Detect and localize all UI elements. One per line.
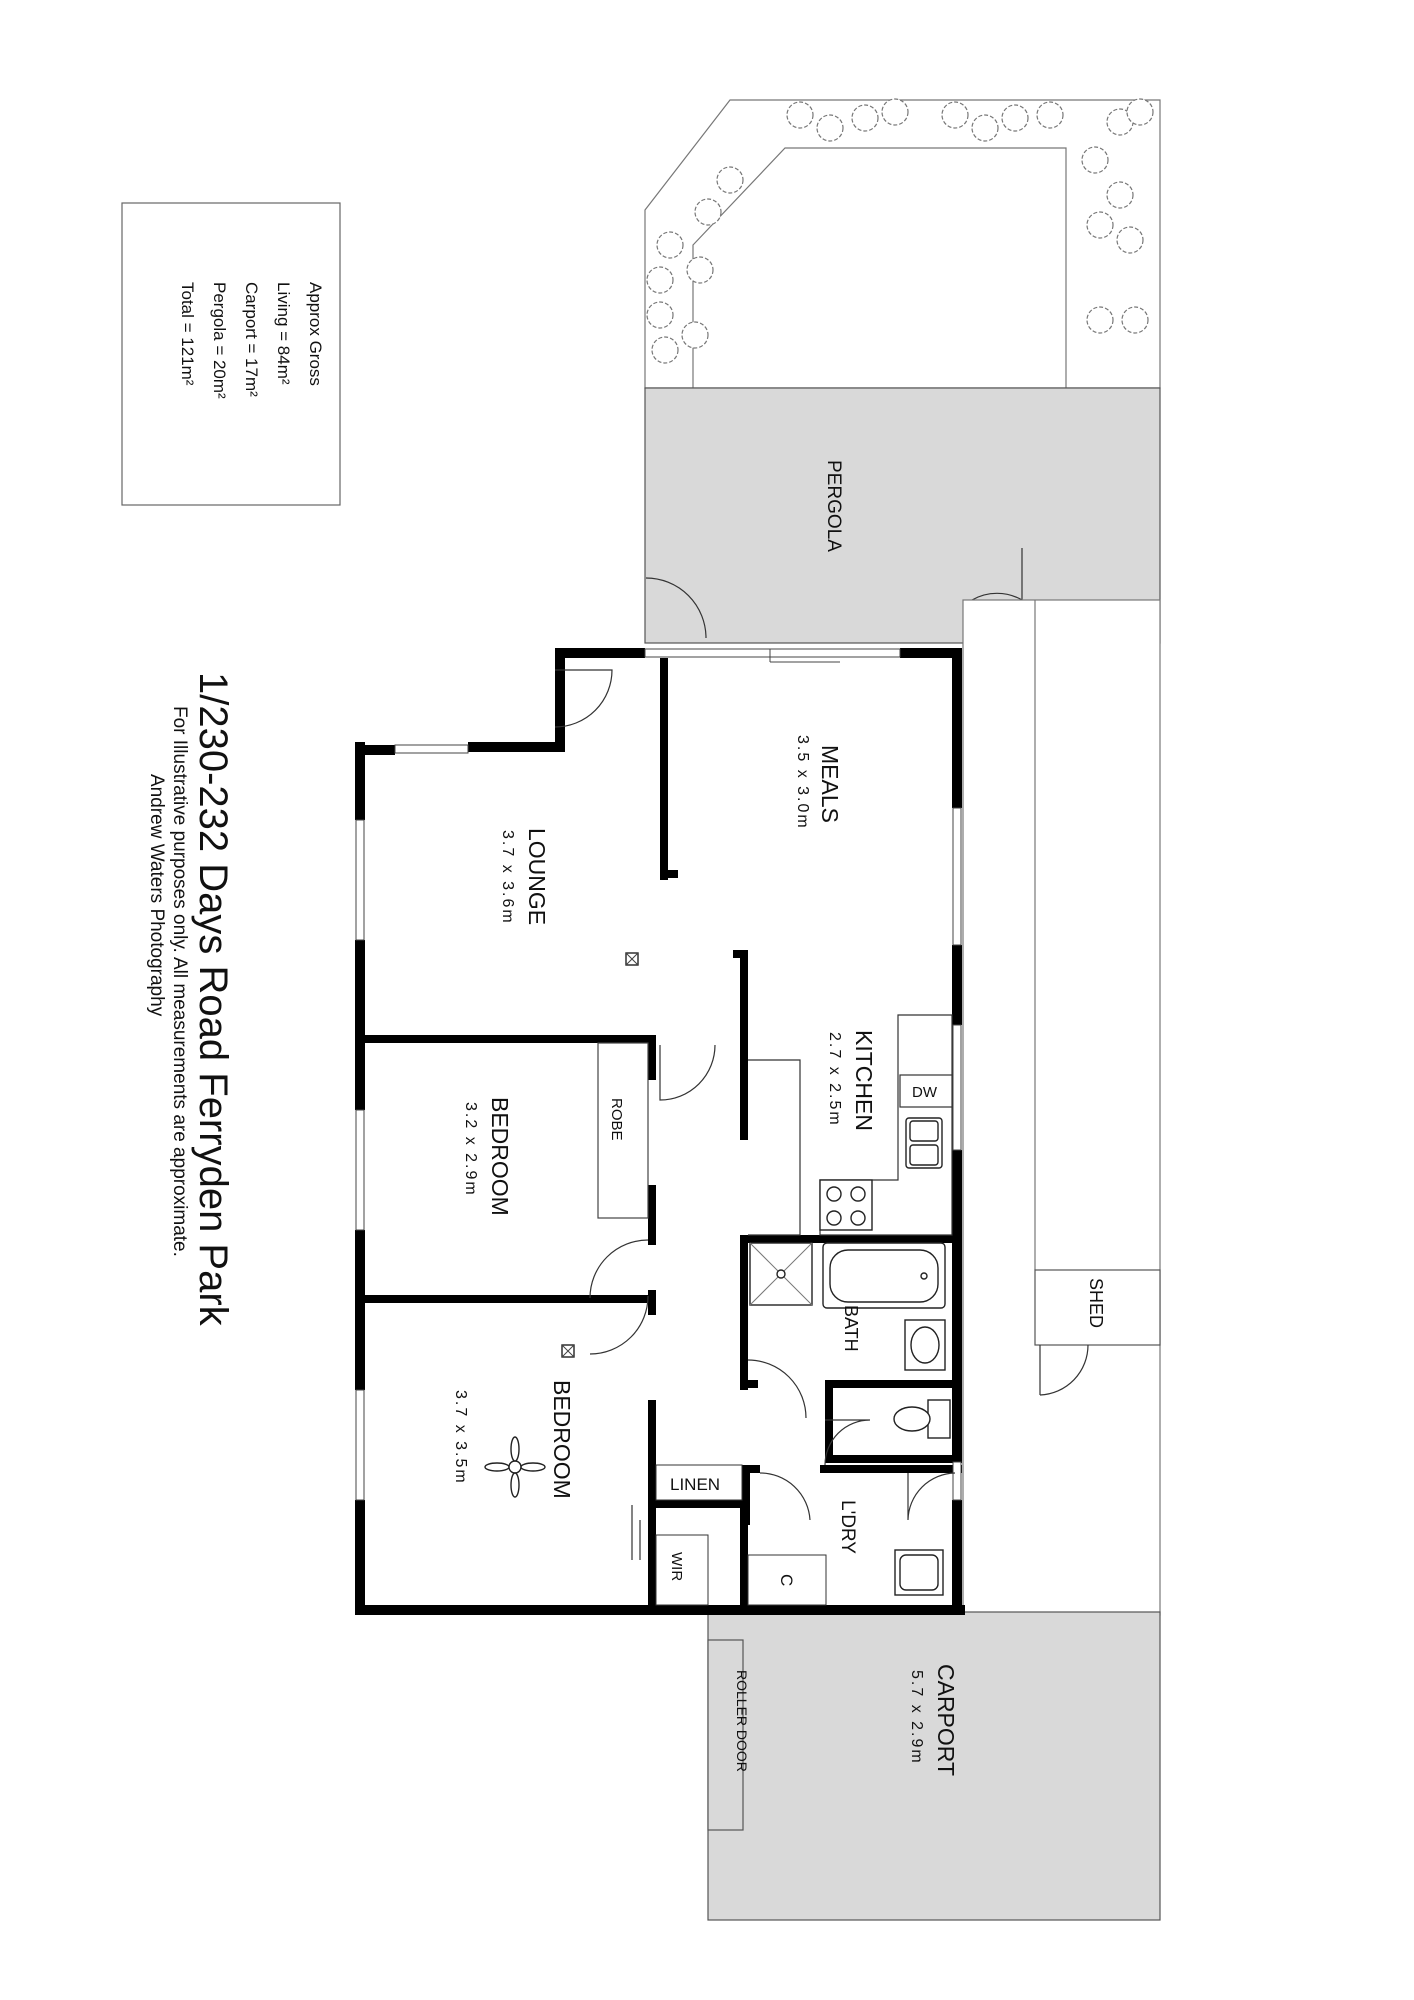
cooktop-icon [820, 1180, 872, 1230]
legend-line: Pergola = 20m² [210, 282, 229, 399]
room-label-carport: CARPORT [933, 1664, 959, 1777]
room-size-carport: 5.7 x 2.9m [908, 1670, 925, 1765]
shrub-icon [717, 167, 743, 193]
kitchen-sink-icon [906, 1118, 942, 1168]
carport-area [708, 1612, 1160, 1920]
shrub-icon [682, 322, 708, 348]
room-size-lounge: 3.7 x 3.6m [499, 830, 516, 925]
light-fitting-icon [626, 953, 638, 965]
shrub-icon [1107, 182, 1133, 208]
roller-door-label: ROLLER DOOR [734, 1670, 750, 1772]
plan-credit: Andrew Waters Photography [146, 774, 167, 1017]
shrub-icon [882, 99, 908, 125]
shrub-icon [1122, 307, 1148, 333]
legend-line: Total = 121m² [178, 282, 197, 386]
area-legend [122, 203, 340, 505]
shrub-icon [787, 102, 813, 128]
side-yard [963, 600, 1160, 1615]
legend-line: Living = 84m² [274, 282, 293, 385]
shrub-icon [1117, 227, 1143, 253]
room-label-kitchen: KITCHEN [851, 1030, 877, 1131]
room-label-linen: LINEN [670, 1475, 721, 1494]
room-label-meals: MEALS [817, 745, 843, 823]
plan-disclaimer: For Illustrative purposes only. All measurements are approximate. [169, 706, 190, 1257]
laundry-tub-icon [895, 1550, 943, 1595]
shrub-icon [695, 199, 721, 225]
shrub-icon [647, 302, 673, 328]
garden-area [645, 100, 1160, 388]
shrub-icon [1127, 99, 1153, 125]
room-label-cupboard: C [777, 1574, 796, 1587]
shrub-icon [817, 115, 843, 141]
shrub-icon [657, 232, 683, 258]
shrub-icon [647, 267, 673, 293]
legend-heading: Approx Gross [306, 282, 325, 386]
room-size-meals: 3.5 x 3.0m [794, 735, 811, 830]
shrub-icon [1002, 105, 1028, 131]
basin-icon [905, 1320, 945, 1370]
shrub-icon [972, 115, 998, 141]
shrub-icon [1087, 307, 1113, 333]
room-label-robe: ROBE [608, 1098, 625, 1141]
room-label-bath: BATH [841, 1305, 861, 1352]
shrub-icon [652, 337, 678, 363]
shower-icon [750, 1243, 812, 1305]
room-label-pergola: PERGOLA [823, 460, 844, 552]
shrub-icon [1087, 212, 1113, 238]
plan-title: 1/230-232 Days Road Ferryden Park [191, 672, 235, 1326]
room-label-bedroom-1: BEDROOM [487, 1097, 513, 1216]
shrub-icon [852, 105, 878, 131]
room-label-shed: SHED [1086, 1278, 1106, 1329]
legend-line: Carport = 17m² [242, 282, 261, 397]
shrub-icon [942, 102, 968, 128]
shrub-icon [1037, 102, 1063, 128]
light-fitting-icon [562, 1345, 574, 1357]
dishwasher-label: DW [912, 1084, 937, 1101]
room-size-kitchen: 2.7 x 2.5m [826, 1032, 843, 1127]
room-label-wir: WIR [668, 1552, 685, 1582]
shrub-icon [1082, 147, 1108, 173]
room-label-laundry: L'DRY [837, 1500, 858, 1554]
bathtub-icon [823, 1243, 945, 1308]
room-label-bedroom-2: BEDROOM [549, 1380, 575, 1499]
shrub-icon [687, 257, 713, 283]
room-label-lounge: LOUNGE [524, 828, 550, 926]
room-size-bedroom-2: 3.7 x 3.5m [452, 1390, 469, 1485]
room-size-bedroom-1: 3.2 x 2.9m [462, 1102, 479, 1197]
